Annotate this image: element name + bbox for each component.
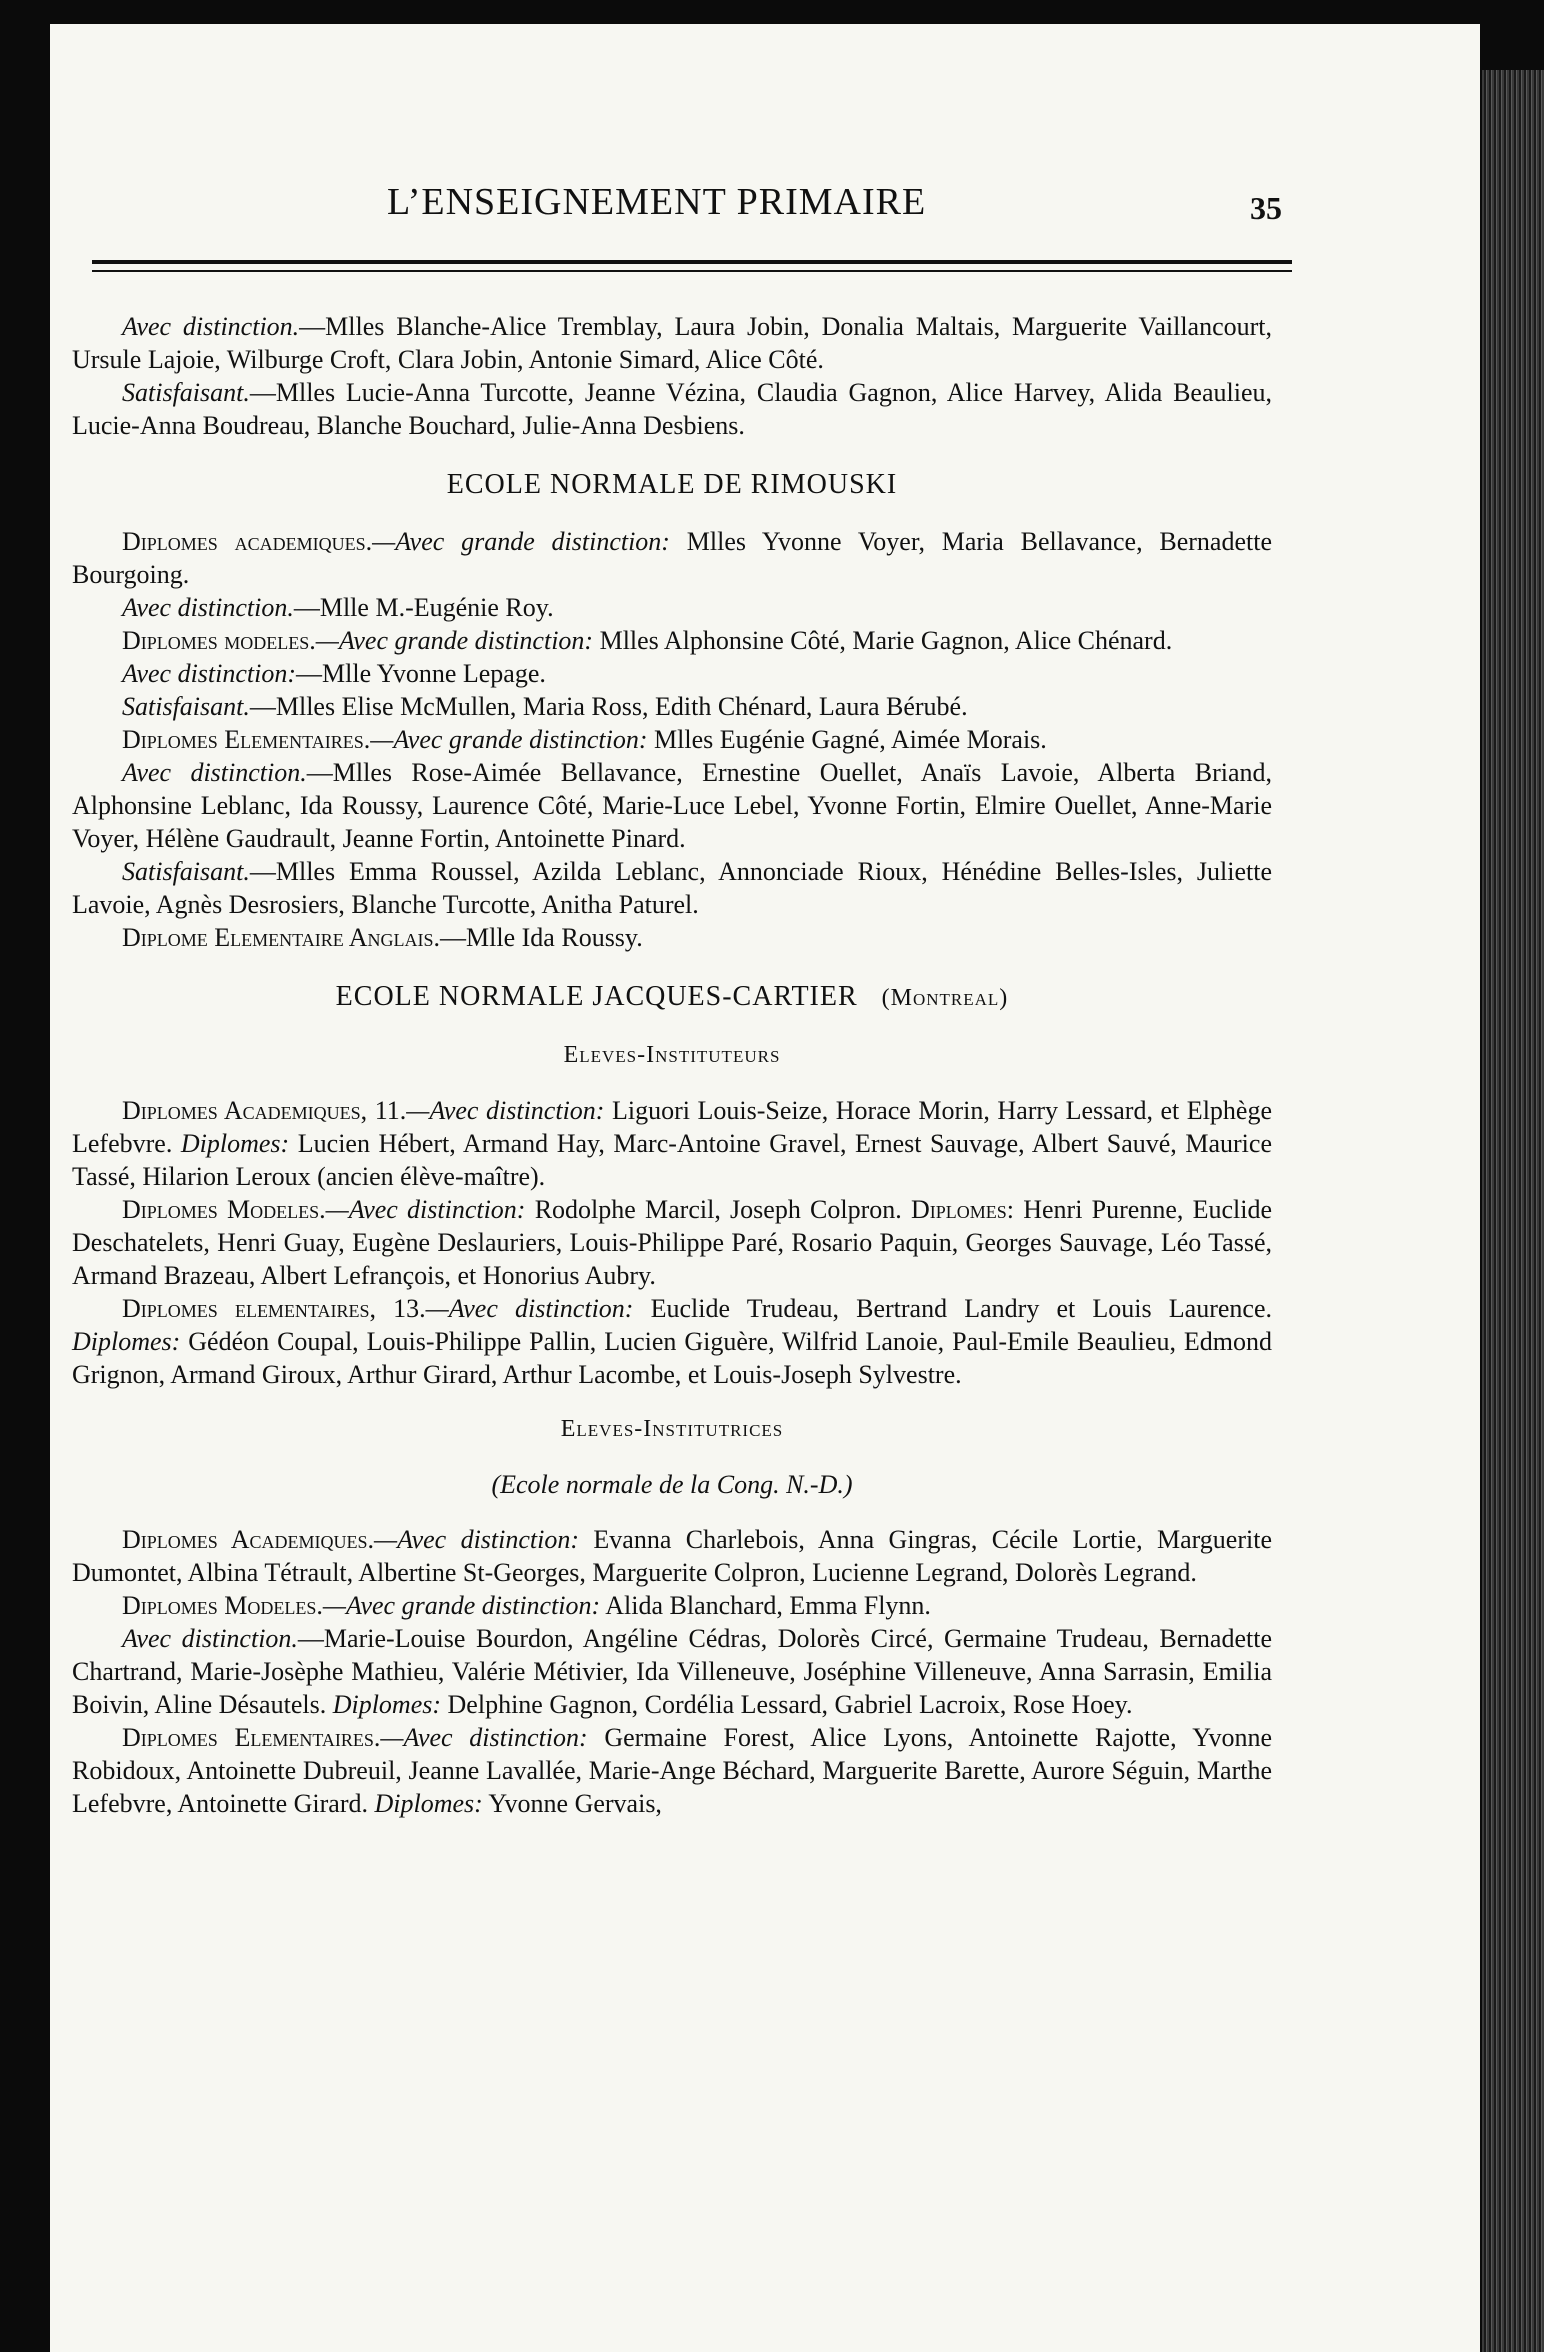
italic-lead: Avec distinction. — [122, 758, 307, 787]
subsection-title-instituteurs: Eleves-Instituteurs — [563, 1042, 781, 1068]
paragraph — [72, 921, 1272, 954]
subsection-title-institutrices: Eleves-Institutrices — [560, 1416, 784, 1442]
smallcaps-label: Diplomes Academiques, — [122, 1096, 368, 1125]
page-content — [72, 150, 1282, 1818]
italic-lead: —Avec distinction: — [374, 1525, 580, 1554]
paragraph — [72, 525, 1272, 591]
paragraph-text: —Mlles Lucie-Anna Turcotte, Jeanne Vézina, Claudia Gagnon, Alice Harvey, Alida Beaulieu, Lucie-Anna Boudreau, Blanche Bouchard, Julie-Anna Desbiens. — [72, 378, 1272, 440]
paragraph-text: Alida Blanchard, Emma Flynn. — [600, 1591, 931, 1620]
body-text — [72, 310, 1272, 1820]
paragraph-text: Yvonne Gervais, — [482, 1789, 662, 1818]
paragraph — [72, 624, 1272, 657]
section-title-rimouski: ECOLE NORMALE DE RIMOUSKI — [446, 469, 898, 500]
book-page-edges — [1482, 70, 1544, 2352]
section-title-location: (Montreal) — [881, 985, 1009, 1011]
smallcaps-label: Diplomes elementaires, — [122, 1294, 376, 1323]
subsection-note — [72, 1468, 1272, 1501]
paragraph-text: —Mlles Rose-Aimée Bellavance, Ernestine Ouellet, Anaïs Lavoie, Alberta Briand, Alphonsine Leblanc, Ida Roussy, Laurence Côté, Marie-Luce Lebel, Yvonne Fortin, Elmire Ouellet, Anne-Marie Voyer, Hélène Gaudrault, Jeanne Fortin, Antoinette Pinard. — [72, 758, 1273, 853]
smallcaps-label: Diplomes Elementaires. — [122, 1723, 381, 1752]
paragraph — [72, 723, 1272, 756]
paragraph-text: —Mlles Blanche-Alice Tremblay, Laura Jobin, Donalia Maltais, Marguerite Vaillancourt, Ursule Lajoie, Wilburge Croft, Clara Jobin, Antonie Simard, Alice Côté. — [72, 312, 1273, 374]
paragraph — [72, 1721, 1272, 1820]
italic-lead: Avec distinction. — [122, 1624, 298, 1653]
page-header — [72, 150, 1282, 240]
smallcaps-label: Diplomes Elementaires. — [122, 725, 371, 754]
header-rule-thick — [92, 260, 1292, 264]
smallcaps-label: Diplome Elementaire Anglais. — [122, 923, 441, 952]
paragraph — [72, 657, 1272, 690]
paragraph-text: Mlles Yvonne Voyer, Maria Bellavance, Bernadette Bourgoing. — [72, 527, 1273, 589]
paragraph-text: Gédéon Coupal, Louis-Philippe Pallin, Lucien Giguère, Wilfrid Lanoie, Paul-Emile Beaulieu, Edmond Grignon, Armand Giroux, Arthur Girard, Arthur Lacombe, et Louis-Joseph Sylvestre. — [72, 1327, 1272, 1389]
smallcaps-label: Diplomes modeles. — [122, 626, 316, 655]
italic-lead: Satisfaisant. — [122, 378, 250, 407]
italic-lead: —Avec grande distinction: — [322, 1591, 601, 1620]
smallcaps-label: Diplomes Modeles. — [122, 1195, 326, 1224]
paragraph-text: Rodolphe Marcil, Joseph Colpron. — [525, 1195, 911, 1224]
paragraph-text: Germaine Forest, Alice Lyons, Antoinette Rajotte, Yvonne Robidoux, Antoinette Dubreuil, Jeanne Lavallée, Marie-Ange Béchard, Marguerite Barette, Aurore Séguin, Marthe Lefebvre, Antoinette Girard. — [72, 1723, 1272, 1818]
paragraph — [72, 690, 1272, 723]
smallcaps-label: Diplomes Academiques. — [122, 1525, 375, 1554]
italic-lead: —Avec grande distinction: — [315, 626, 594, 655]
italic-lead: Diplomes: — [180, 1129, 290, 1158]
italic-lead: Satisfaisant. — [122, 857, 250, 886]
section-title-jacques-cartier — [72, 980, 1272, 1015]
italic-lead: —Avec distinction: — [380, 1723, 588, 1752]
paragraph-text: Mlles Alphonsine Côté, Marie Gagnon, Alice Chénard. — [593, 626, 1173, 655]
paragraph-text: —Mlles Emma Roussel, Azilda Leblanc, Annonciade Rioux, Hénédine Belles-Isles, Juliette Lavoie, Agnès Desrosiers, Blanche Turcotte, Anitha Paturel. — [72, 857, 1272, 919]
italic-lead: Avec distinction: — [122, 659, 297, 688]
paragraph — [72, 855, 1272, 921]
italic-lead: —Avec distinction: — [325, 1195, 526, 1224]
paragraph — [72, 1094, 1272, 1193]
paragraph-text: Delphine Gagnon, Cordélia Lessard, Gabriel Lacroix, Rose Hoey. — [441, 1690, 1133, 1719]
paragraph-text: —Mlles Elise McMullen, Maria Ross, Edith Chénard, Laura Bérubé. — [249, 692, 968, 721]
italic-lead: —Avec grande distinction: — [372, 527, 670, 556]
paragraph — [72, 310, 1272, 376]
paragraph — [72, 1523, 1272, 1589]
italic-lead: —Avec distinction: — [406, 1096, 605, 1125]
section-title-text: ECOLE NORMALE JACQUES-CARTIER — [335, 981, 858, 1012]
count: 13. — [376, 1294, 426, 1323]
paragraph-text: Mlles Eugénie Gagné, Aimée Morais. — [647, 725, 1047, 754]
page-number: 35 — [1250, 190, 1282, 226]
paragraph-text: —Mlle M.-Eugénie Roy. — [293, 593, 554, 622]
paragraph — [72, 376, 1272, 442]
paragraph — [72, 1622, 1272, 1721]
italic-lead: Diplomes: — [332, 1690, 442, 1719]
italic-lead: Diplomes: — [374, 1789, 483, 1818]
smallcaps-label: Diplomes Modeles. — [122, 1591, 323, 1620]
italic-lead: Avec distinction. — [122, 312, 300, 341]
paragraph-text: Lucien Hébert, Armand Hay, Marc-Antoine Gravel, Ernest Sauvage, Albert Sauvé, Maurice Tassé, Hilarion Leroux (ancien élève-maître). — [72, 1129, 1272, 1191]
paragraph-text: Liguori Louis-Seize, Horace Morin, Harry Lessard, et Elphège Lefebvre. — [72, 1096, 1272, 1158]
paragraph — [72, 1292, 1272, 1391]
italic-lead: —Avec distinction: — [425, 1294, 634, 1323]
smallcaps-label: Diplomes academiques. — [122, 527, 373, 556]
paragraph — [72, 1193, 1272, 1292]
paragraph — [72, 591, 1272, 624]
running-title: L’ENSEIGNEMENT PRIMAIRE — [387, 181, 927, 223]
italic-lead: Avec distinction. — [122, 593, 294, 622]
paragraph — [72, 1589, 1272, 1622]
paragraph-text: Evanna Charlebois, Anna Gingras, Cécile Lortie, Marguerite Dumontet, Albina Tétrault, Albertine St-Georges, Marguerite Colpron, Lucienne Legrand, Dolorès Legrand. — [72, 1525, 1272, 1587]
paragraph-text: Euclide Trudeau, Bertrand Landry et Louis Laurence. — [633, 1294, 1273, 1323]
smallcaps-label: Diplomes: — [911, 1195, 1015, 1224]
paragraph-text: —Marie-Louise Bourdon, Angéline Cédras, Dolorès Circé, Germaine Trudeau, Bernadette Chartrand, Marie-Josèphe Mathieu, Valérie Métivier, Ida Villeneuve, Joséphine Villeneuve, Anna Sarrasin, Emilia Boivin, Aline Désautels. — [72, 1624, 1272, 1719]
paragraph — [72, 756, 1272, 855]
italic-lead: Diplomes: — [72, 1327, 181, 1356]
count: 11. — [367, 1096, 407, 1125]
italic-lead: Satisfaisant. — [122, 692, 250, 721]
paragraph-text: —Mlle Yvonne Lepage. — [296, 659, 546, 688]
header-rule-thin — [92, 270, 1292, 272]
paragraph-text: —Mlle Ida Roussy. — [440, 923, 643, 952]
italic-lead: —Avec grande distinction: — [370, 725, 648, 754]
paragraph-text: Henri Purenne, Euclide Deschatelets, Henri Guay, Eugène Deslauriers, Louis-Philippe Paré, Rosario Paquin, Georges Sauvage, Léo Tassé, Armand Brazeau, Albert Lefrançois, et Honorius Aubry. — [72, 1195, 1272, 1290]
italic-note: (Ecole normale de la Cong. N.-D.) — [491, 1470, 853, 1499]
